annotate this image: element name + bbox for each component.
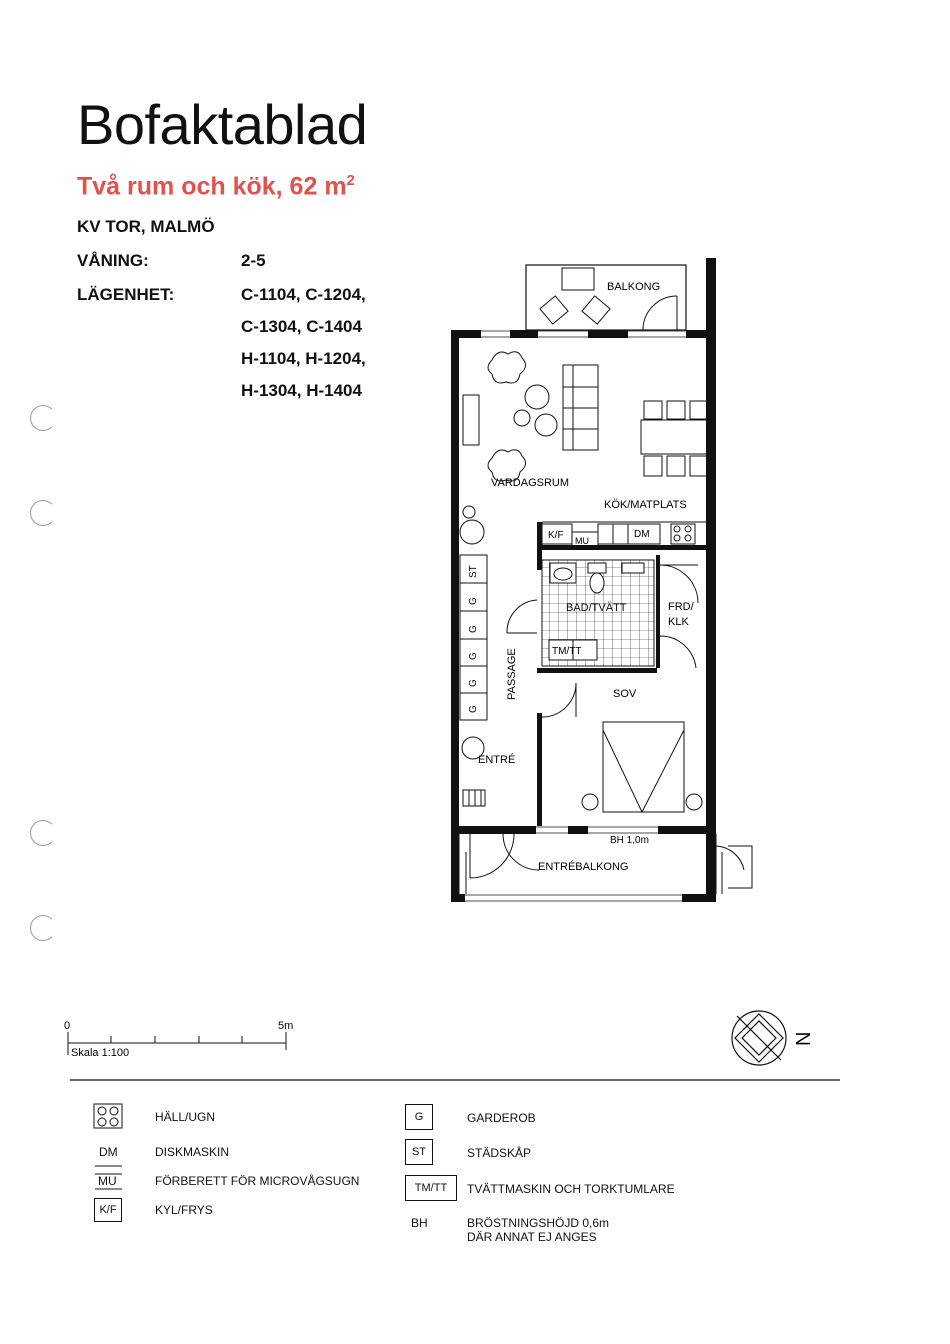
legend-st-box bbox=[405, 1139, 433, 1165]
balcony bbox=[526, 265, 686, 330]
legend-tmtt-box bbox=[405, 1175, 457, 1201]
label-klk: KLK bbox=[668, 616, 689, 628]
label-bad: BAD/TVÄTT bbox=[566, 602, 627, 614]
page-title: Bofaktablad bbox=[77, 93, 368, 156]
north-arrow-icon bbox=[732, 1011, 786, 1065]
kitchen-units bbox=[542, 524, 695, 546]
legend-mu-code: MU bbox=[98, 1174, 117, 1188]
label-tmtt: TM/TT bbox=[552, 646, 582, 657]
label-entrebalkong: ENTRÉBALKONG bbox=[538, 861, 629, 873]
label-g-5: G bbox=[468, 705, 479, 713]
living-furniture bbox=[460, 352, 712, 544]
scale-label: Skala 1:100 bbox=[71, 1047, 130, 1059]
label-mu: MU bbox=[575, 536, 589, 546]
legend-kf-text: KYL/FRYS bbox=[155, 1203, 213, 1217]
label-st: ST bbox=[468, 565, 479, 578]
label-balkong: BALKONG bbox=[607, 281, 661, 293]
label-kf: K/F bbox=[548, 530, 564, 541]
label-sov: SOV bbox=[613, 688, 637, 700]
scale-five: 5m bbox=[278, 1020, 294, 1032]
legend-dm-code: DM bbox=[99, 1145, 118, 1159]
legend-mu-text: FÖRBERETT FÖR MICROVÅGSUGN bbox=[155, 1174, 360, 1188]
subtitle-text: Två rum och kök, 62 m bbox=[77, 172, 347, 201]
wardrobes bbox=[460, 555, 487, 720]
label-kok: KÖK/MATPLATS bbox=[604, 499, 687, 511]
subtitle-superscript: 2 bbox=[346, 172, 355, 189]
label-entre: ENTRÉ bbox=[478, 754, 516, 766]
label-bh: BH 1,0m bbox=[610, 835, 649, 846]
legend-bh-code: BH bbox=[411, 1216, 428, 1230]
legend-hall-ugn-text: HÄLL/UGN bbox=[155, 1110, 216, 1124]
scale-zero: 0 bbox=[64, 1020, 71, 1032]
apartment-line-1: C-1104, C-1204, bbox=[241, 285, 366, 304]
floor-label: VÅNING: bbox=[77, 251, 149, 270]
legend-bh-text-2: DÄR ANNAT EJ ANGES bbox=[467, 1230, 597, 1244]
label-vardagsrum: VARDAGSRUM bbox=[491, 477, 570, 489]
apartment-line-3: H-1104, H-1204, bbox=[241, 349, 366, 368]
apartment-line-4: H-1304, H-1404 bbox=[241, 381, 362, 400]
legend-kf-box bbox=[94, 1198, 122, 1222]
label-dm: DM bbox=[634, 529, 650, 540]
apartment-label: LÄGENHET: bbox=[77, 285, 175, 304]
legend-g-box bbox=[405, 1104, 433, 1130]
label-g-2: G bbox=[468, 625, 479, 633]
entry-fixtures bbox=[462, 737, 485, 806]
property-name: KV TOR, MALMÖ bbox=[77, 217, 215, 236]
apartment-line-2: C-1304, C-1404 bbox=[241, 317, 362, 336]
label-passage: PASSAGE bbox=[506, 648, 518, 700]
legend-st-code: ST bbox=[411, 1146, 427, 1158]
legend-bh-text-1: BRÖSTNINGSHÖJD 0,6m bbox=[467, 1216, 610, 1230]
legend-g-text: GARDEROB bbox=[467, 1111, 536, 1125]
label-g-1: G bbox=[468, 597, 479, 605]
legend-tmtt-code: TM/TT bbox=[414, 1182, 448, 1194]
bedroom-furniture bbox=[582, 722, 702, 812]
label-g-4: G bbox=[468, 679, 479, 687]
label-frd: FRD/ bbox=[668, 601, 694, 613]
floor-value: 2-5 bbox=[241, 251, 266, 270]
legend-kf-code: K/F bbox=[99, 1204, 117, 1216]
legend-tmtt-text: TVÄTTMASKIN OCH TORKTUMLARE bbox=[467, 1182, 675, 1196]
label-g-3: G bbox=[468, 652, 479, 660]
legend-g-code: G bbox=[414, 1111, 424, 1123]
compass-north-label: N bbox=[793, 1031, 815, 1046]
legend-dm-text: DISKMASKIN bbox=[155, 1145, 230, 1159]
stove-icon bbox=[94, 1104, 122, 1128]
legend-st-text: STÄDSKÅP bbox=[467, 1146, 532, 1160]
